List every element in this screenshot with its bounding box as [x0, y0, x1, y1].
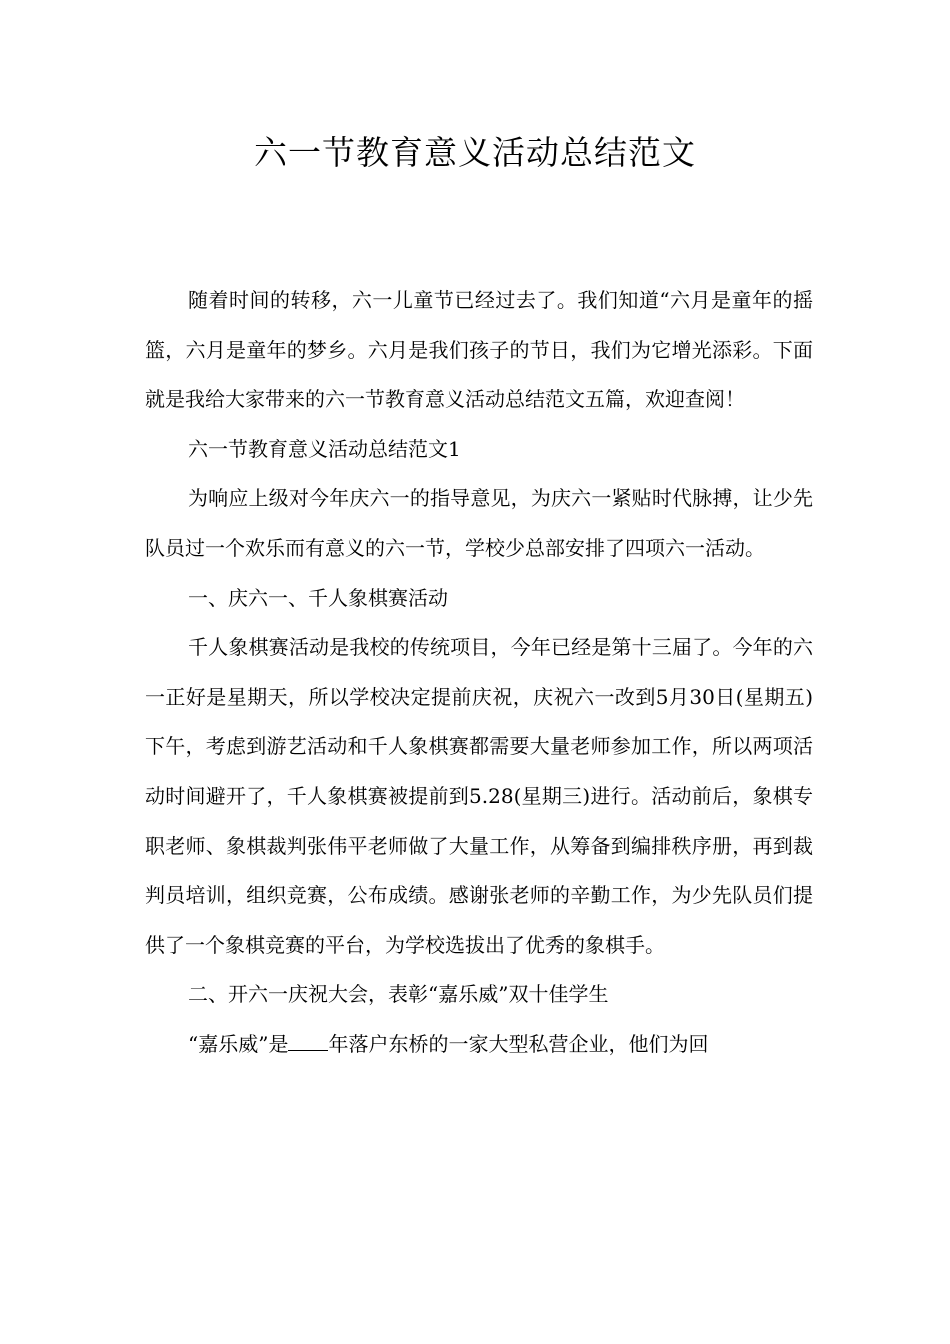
paragraph-purpose: 为响应上级对今年庆六一的指导意见，为庆六一紧贴时代脉搏，让少先队员过一个欢乐而有意义的六一节，学校少总部安排了四项六一活动。 — [145, 486, 813, 560]
page-title: 六一节教育意义活动总结范文 — [254, 133, 696, 172]
section-heading-celebration: 二、开六一庆祝大会，表彰“嘉乐威”双十佳学生 — [188, 982, 609, 1007]
fill-in-blank — [288, 1032, 328, 1051]
section-heading-article-1: 六一节教育意义活动总结范文1 — [188, 436, 461, 461]
section-heading-chess: 一、庆六一、千人象棋赛活动 — [188, 585, 448, 610]
paragraph-chess-activity: 千人象棋赛活动是我校的传统项目，今年已经是第十三届了。今年的六一正好是星期天，所以学校决定提前庆祝，庆祝六一改到5月30日(星期五)下午，考虑到游艺活动和千人象棋赛都需要大量老师参加工作，所以两项活动时间避开了，千人象棋赛被提前到5.28(星期三)进行。活动前后，象棋专职老师、象棋裁判张伟平老师做了大量工作，从筹备到编排秩序册，再到裁判员培训，组织竞赛，公布成绩。感谢张老师的辛勤工作，为少先队员们提供了一个象棋竞赛的平台，为学校选拔出了优秀的象棋手。 — [145, 635, 813, 957]
paragraph-jialewei-start: “嘉乐威”是 — [188, 1031, 289, 1056]
paragraph-jialewei-end: 年落户东桥的一家大型私营企业，他们为回 — [328, 1031, 709, 1056]
document-body — [145, 276, 813, 1070]
intro-paragraph: 随着时间的转移，六一儿童节已经过去了。我们知道“六月是童年的摇篮，六月是童年的梦乡。六月是我们孩子的节日，我们为它增光添彩。下面就是我给大家带来的六一节教育意义活动总结范文五篇，欢迎查阅！ — [145, 288, 813, 412]
paragraph-jialewei — [145, 1020, 813, 1070]
